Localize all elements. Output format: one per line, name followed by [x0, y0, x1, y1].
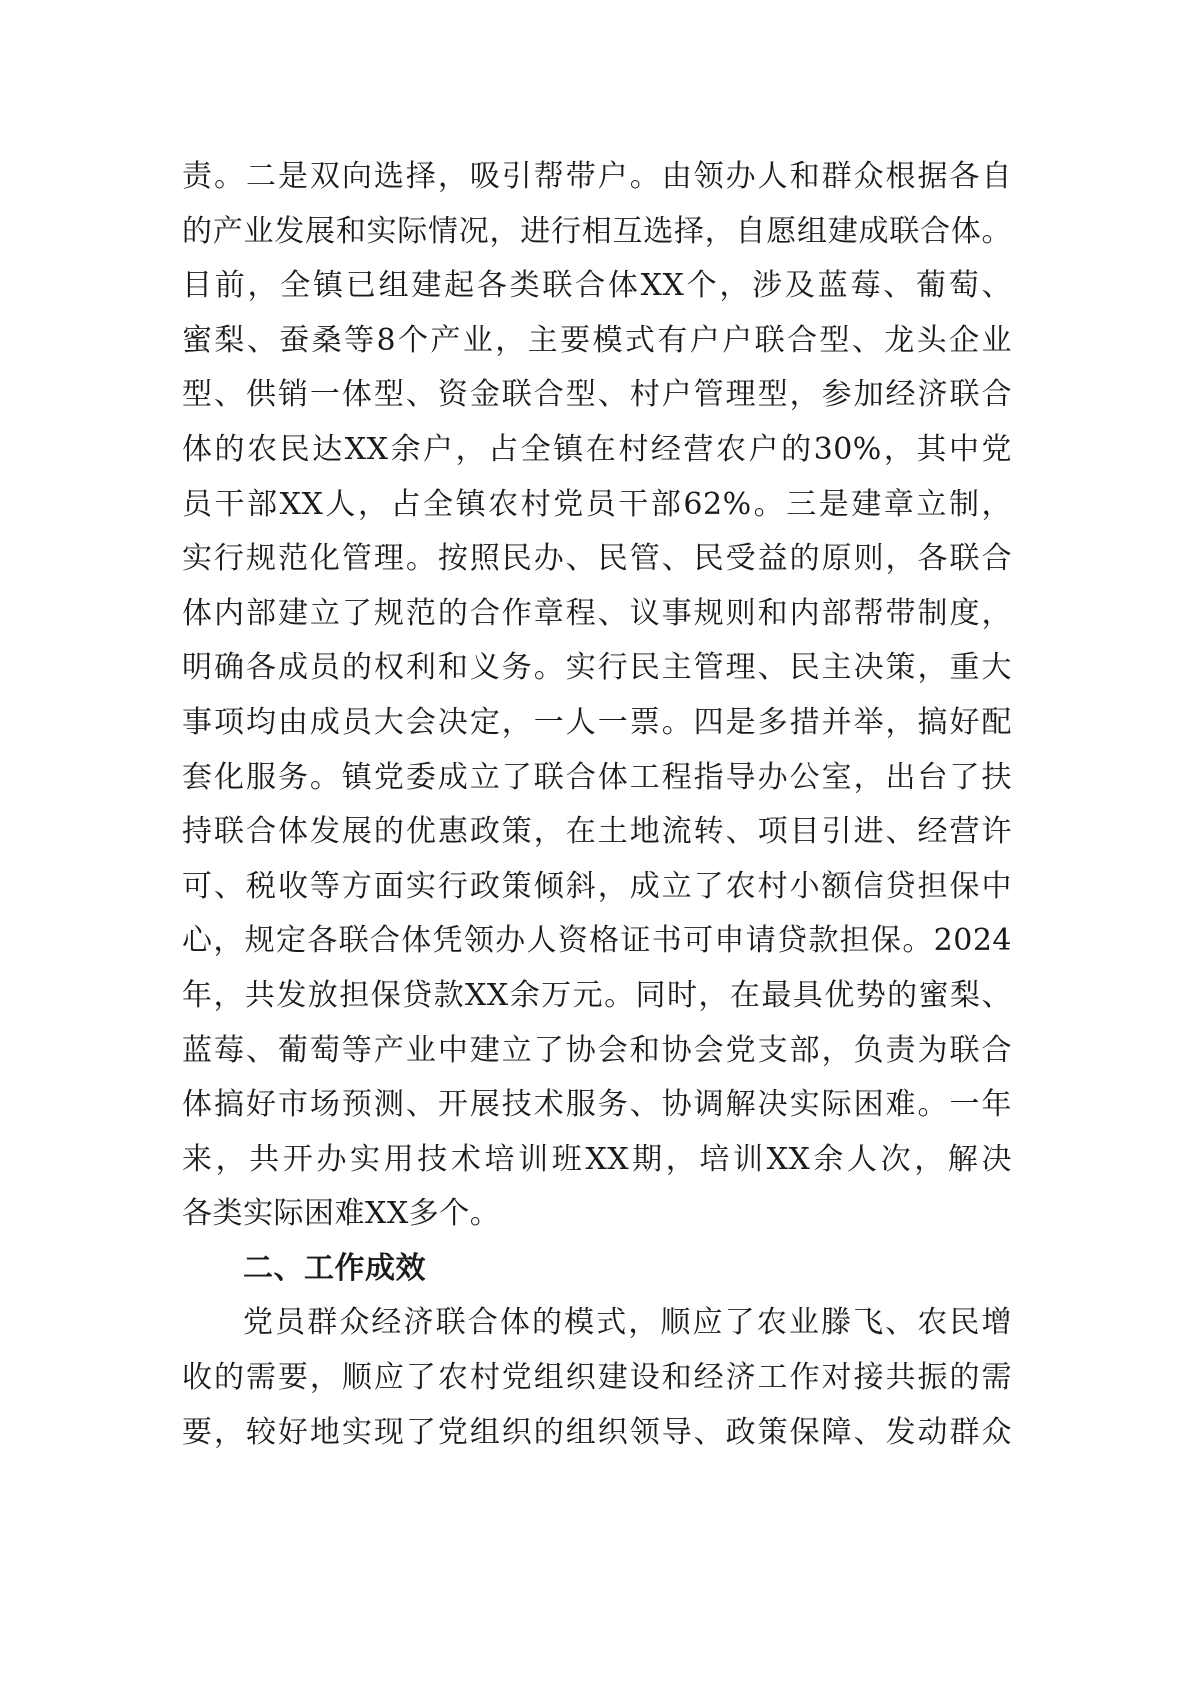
text-line: 蓝莓、葡萄等产业中建立了协会和协会党支部，负责为联合 — [182, 1032, 1012, 1068]
text-line: 心，规定各联合体凭领办人资格证书可申请贷款担保。2024 — [182, 923, 1012, 959]
text-line: 的产业发展和实际情况，进行相互选择，自愿组建成联合体。 — [182, 213, 1012, 249]
text-line: 体内部建立了规范的合作章程、议事规则和内部帮带制度， — [182, 595, 1012, 631]
document-body — [182, 150, 1012, 1460]
text-line: 收的需要，顺应了农村党组织建设和经济工作对接共振的需 — [182, 1360, 1012, 1396]
text-line: 套化服务。镇党委成立了联合体工程指导办公室，出台了扶 — [182, 759, 1012, 795]
text-line: 可、税收等方面实行政策倾斜，成立了农村小额信贷担保中 — [182, 868, 1012, 904]
text-line: 事项均由成员大会决定，一人一票。四是多措并举，搞好配 — [182, 704, 1012, 740]
text-line: 体的农民达XX余户，占全镇在村经营农户的30%，其中党 — [182, 431, 1012, 467]
text-line: 来，共开办实用技术培训班XX期，培训XX余人次，解决 — [182, 1141, 1012, 1177]
text-line: 要，较好地实现了党组织的组织领导、政策保障、发动群众 — [182, 1414, 1012, 1450]
section-heading: 二、工作成效 — [243, 1250, 426, 1286]
text-line: 持联合体发展的优惠政策，在土地流转、项目引进、经营许 — [182, 814, 1012, 850]
text-line: 责。二是双向选择，吸引帮带户。由领办人和群众根据各自 — [182, 159, 1012, 194]
text-line: 实行规范化管理。按照民办、民管、民受益的原则，各联合 — [182, 541, 1012, 577]
text-line: 明确各成员的权利和义务。实行民主管理、民主决策，重大 — [182, 650, 1012, 686]
text-line: 体搞好市场预测、开展技术服务、协调解决实际困难。一年 — [182, 1087, 1012, 1123]
text-line: 员干部XX人，占全镇农村党员干部62%。三是建章立制， — [182, 486, 1012, 522]
text-line: 型、供销一体型、资金联合型、村户管理型，参加经济联合 — [182, 377, 1012, 413]
text-line: 各类实际困难XX多个。 — [182, 1196, 501, 1232]
text-line: 党员群众经济联合体的模式，顺应了农业滕飞、农民增 — [243, 1305, 1012, 1341]
text-line: 蜜梨、蚕桑等8个产业，主要模式有户户联合型、龙头企业 — [182, 322, 1012, 358]
text-line: 年，共发放担保贷款XX余万元。同时，在最具优势的蜜梨、 — [182, 977, 1012, 1013]
text-line: 目前，全镇已组建起各类联合体XX个，涉及蓝莓、葡萄、 — [182, 268, 1012, 304]
